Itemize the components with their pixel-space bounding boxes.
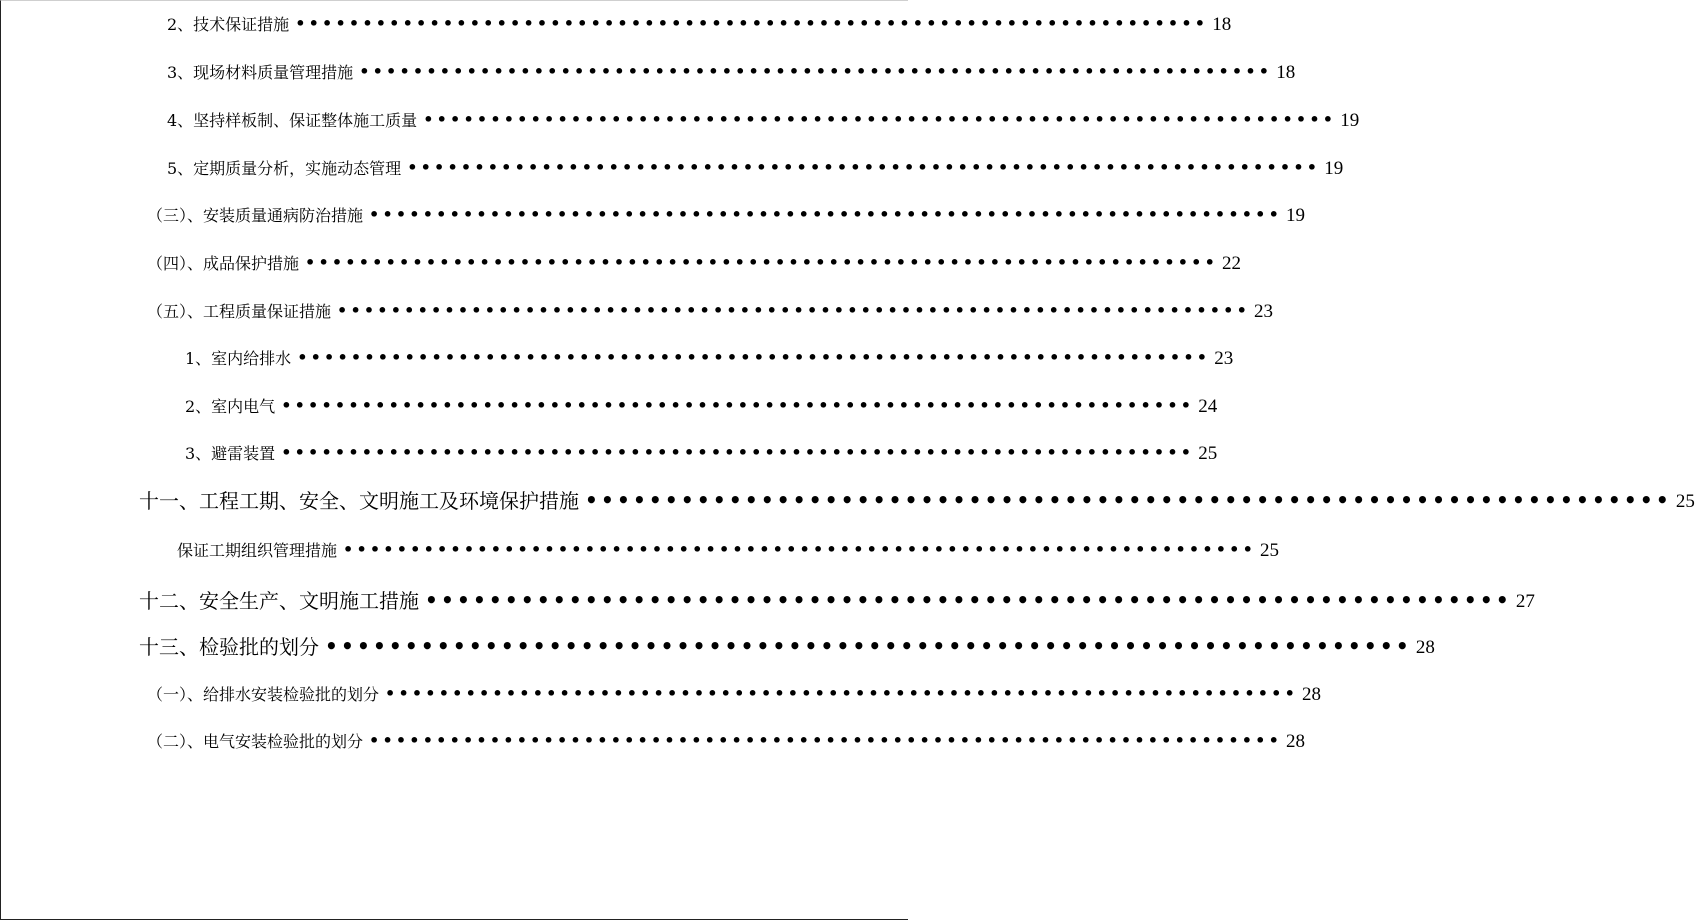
toc-dot-leader: •••••••••••••••••••••••••••••••••••••••••••••••••••••••••••••••••••• xyxy=(369,730,1283,750)
toc-entry-page: 22 xyxy=(1222,253,1242,274)
toc-entry-page: 23 xyxy=(1254,301,1274,322)
toc-dot-leader: •••••••••••••••••••••••••••••••••••••••••••••••••••••••••••••••••••• xyxy=(425,588,1512,612)
toc-entry[interactable] xyxy=(185,442,1218,464)
toc-entry-page: 28 xyxy=(1302,684,1322,705)
toc-dot-leader: •••••••••••••••••••••••••••••••••••••••••••••••••••••••••••••••••••• xyxy=(337,300,1251,320)
toc-entry[interactable] xyxy=(185,395,1218,417)
toc-entry-title: 十三、检验批的划分 xyxy=(139,635,319,659)
toc-entry[interactable] xyxy=(167,13,1232,35)
toc-entry-title: 十二、安全生产、文明施工措施 xyxy=(139,589,419,613)
toc-entry-title: 4、坚持样板制、保证整体施工质量 xyxy=(167,110,418,130)
toc-dot-leader: •••••••••••••••••••••••••••••••••••••••••••••••••••••••••••••••••••• xyxy=(359,61,1273,81)
toc-entry[interactable] xyxy=(167,61,1296,83)
toc-dot-leader: •••••••••••••••••••••••••••••••••••••••••••••••••••••••••••••••••••• xyxy=(385,683,1299,703)
toc-entry-page: 19 xyxy=(1286,205,1306,226)
toc-dot-leader: •••••••••••••••••••••••••••••••••••••••••••••••••••••••••••••••••••• xyxy=(305,252,1219,272)
toc-entry-page: 25 xyxy=(1260,540,1280,561)
toc-entry-page: 25 xyxy=(1198,443,1218,464)
toc-entry-title: 3、现场材料质量管理措施 xyxy=(167,62,354,82)
toc-dot-leader: •••••••••••••••••••••••••••••••••••••••••••••••••••••••••••••••••••• xyxy=(325,634,1412,658)
toc-dot-leader: •••••••••••••••••••••••••••••••••••••••••••••••••••••••••••••••••••• xyxy=(281,395,1195,415)
toc-entry[interactable] xyxy=(139,488,1695,513)
toc-entry-title: （五）、工程质量保证措施 xyxy=(147,301,332,321)
toc-dot-leader: •••••••••••••••••••••••••••••••••••••••••••••••••••••••••••••••••••• xyxy=(407,157,1321,177)
toc-entry-page: 25 xyxy=(1675,490,1695,512)
toc-entry-page: 28 xyxy=(1415,636,1435,658)
toc-entry-title: （一）、给排水安装检验批的划分 xyxy=(147,684,380,704)
toc-entry[interactable] xyxy=(147,204,1306,226)
toc-entry-title: （三）、安装质量通病防治措施 xyxy=(147,205,364,225)
toc-entry-page: 23 xyxy=(1214,348,1234,369)
toc-entry[interactable] xyxy=(147,683,1322,705)
toc-dot-leader: •••••••••••••••••••••••••••••••••••••••••••••••••••••••••••••••••••• xyxy=(343,539,1257,559)
toc-entry-title: 2、室内电气 xyxy=(185,396,276,416)
toc-dot-leader: •••••••••••••••••••••••••••••••••••••••••••••••••••••••••••••••••••• xyxy=(369,204,1283,224)
toc-entry-title: 十一、工程工期、安全、文明施工及环境保护措施 xyxy=(139,489,579,513)
toc-entry-title: 3、避雷装置 xyxy=(185,443,276,463)
toc-entry[interactable] xyxy=(147,252,1242,274)
toc-entry-page: 19 xyxy=(1324,158,1344,179)
toc-entry[interactable] xyxy=(147,300,1274,322)
toc-entry-page: 27 xyxy=(1515,590,1535,612)
toc-entry[interactable] xyxy=(139,634,1435,659)
toc-dot-leader: •••••••••••••••••••••••••••••••••••••••••••••••••••••••••••••••••••• xyxy=(423,109,1337,129)
toc-dot-leader: •••••••••••••••••••••••••••••••••••••••••••••••••••••••••••••••••••• xyxy=(295,13,1209,33)
toc-entry-title: （二）、电气安装检验批的划分 xyxy=(147,731,364,751)
toc-entry[interactable] xyxy=(147,730,1306,752)
toc-entry-title: 保证工期组织管理措施 xyxy=(177,540,338,560)
toc-dot-leader: •••••••••••••••••••••••••••••••••••••••••••••••••••••••••••••••••••• xyxy=(297,347,1211,367)
toc-entry-page: 18 xyxy=(1212,14,1232,35)
toc-entry[interactable] xyxy=(167,157,1344,179)
toc-entry-title: 2、技术保证措施 xyxy=(167,14,290,34)
toc-entry-page: 24 xyxy=(1198,396,1218,417)
toc-dot-leader: •••••••••••••••••••••••••••••••••••••••••••••••••••••••••••••••••••• xyxy=(585,488,1672,512)
toc-entry[interactable] xyxy=(139,588,1535,613)
toc-entry[interactable] xyxy=(167,109,1360,131)
toc-entry-title: 5、定期质量分析，实施动态管理 xyxy=(167,158,402,178)
toc-entry-page: 28 xyxy=(1286,731,1306,752)
toc-dot-leader: •••••••••••••••••••••••••••••••••••••••••••••••••••••••••••••••••••• xyxy=(281,442,1195,462)
toc-entry-title: （四）、成品保护措施 xyxy=(147,253,300,273)
toc-entry[interactable] xyxy=(177,539,1280,561)
toc-entry-title: 1、室内给排水 xyxy=(185,348,292,368)
toc-entry[interactable] xyxy=(185,347,1234,369)
toc-entry-page: 19 xyxy=(1340,110,1360,131)
toc-entry-page: 18 xyxy=(1276,62,1296,83)
